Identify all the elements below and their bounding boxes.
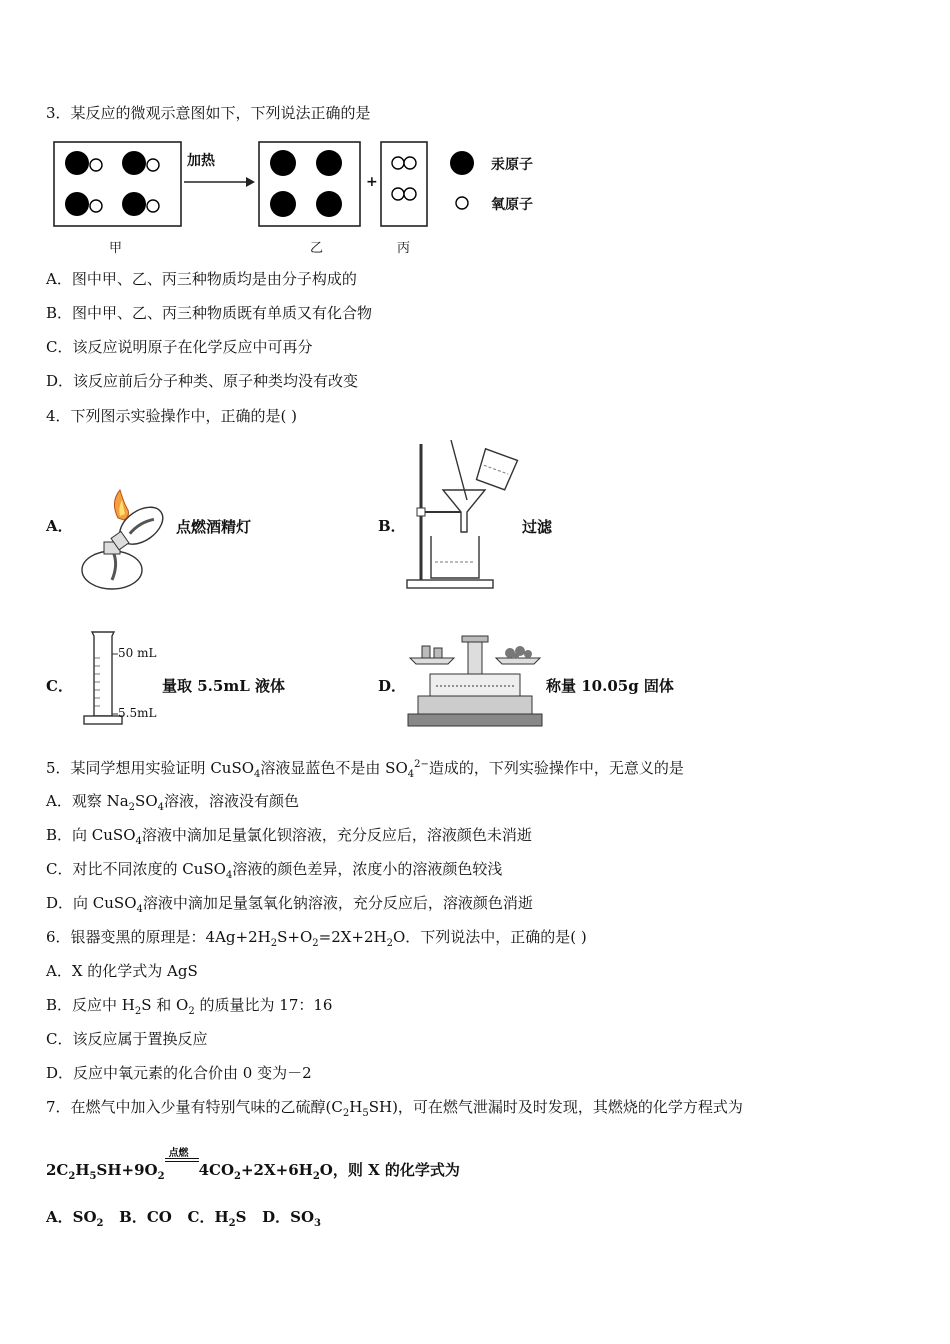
q7-stem: 7．在燃气中加入少量有特别气味的乙硫醇$(C_2H_5SH)$，可在燃气泄漏时及时发现，其燃烧的化学方程式为 [46,1098,743,1119]
q4-c-letter: C． [46,677,73,695]
plus-sign: + [366,174,378,190]
q3-option-b: B．图中甲、乙、丙三种物质既有单质又有化合物 [46,304,373,322]
q4-a-caption: 点燃酒精灯 [176,518,252,536]
q4-d-letter: D． [378,677,407,695]
q6-option-d: D．反应中氧元素的化合价由 0 变为－2 [46,1064,312,1082]
q7-options: A．$SO_2$ B．CO C．$H_2S$ D．$SO_3$ [46,1208,321,1229]
q6-option-a: A．X 的化学式为 AgS [46,962,198,980]
q3-stem: 3．某反应的微观示意图如下，下列说法正确的是 [46,104,371,122]
hgo-molecule [65,151,159,216]
q4-b-letter: B． [378,517,406,535]
q5-option-a: A．观察 $Na_2SO_4$溶液，溶液没有颜色 [46,792,300,813]
cylinder-mark-top: 50 mL [118,646,157,660]
q5-option-c: C．对比不同浓度的 CuSO$_4$溶液的颜色差异，浓度小的溶液颜色较浅 [46,860,503,881]
q4-c-caption: 量取 5.5mL 液体 [162,677,285,695]
q6-stem: 6．银器变黑的原理是：$4Ag+2H_2S+O_2=2X+2H_2O$．下列说法中，正确的是( ) [46,928,587,949]
legend-hg-icon [450,151,474,175]
q3-option-c: C．该反应说明原子在化学反应中可再分 [46,338,313,356]
alcohol-lamp-illustration [80,488,175,596]
q3-option-d: D．该反应前后分子种类、原子种类均没有改变 [46,372,359,390]
label-jia: 甲 [109,241,123,256]
label-yi: 乙 [310,241,324,256]
filtration-illustration [405,440,525,590]
q6-option-b: B．反应中 $H_2S$ 和 $O_2$ 的质量比为 17：16 [46,996,333,1017]
q3-option-a: A．图中甲、乙、丙三种物质均是由分子构成的 [46,270,357,288]
q4-stem: 4．下列图示实验操作中，正确的是( ) [46,407,298,425]
q5-option-b: B．向 CuSO$_4$溶液中滴加足量氯化钡溶液，充分反应后，溶液颜色未消逝 [46,826,532,847]
balance-illustration [406,634,546,728]
label-bing: 丙 [397,241,411,256]
q5-option-d: D．向 CuSO$_4$溶液中滴加足量氢氧化钠溶液，充分反应后，溶液颜色消逝 [46,894,533,915]
box-bing [381,142,427,226]
legend-o-icon [456,197,468,209]
q6-option-c: C．该反应属于置换反应 [46,1030,208,1048]
q4-b-caption: 过滤 [522,518,553,536]
q5-stem: 5．某同学想用实验证明 CuSO$_4$溶液显蓝色不是由 $SO_4^{2-}$造成的，下列实验操作中，无意义的是 [46,759,684,780]
q7-equation: $2C_2H_5SH+9O_2$ 点燃 $4CO_2+2X+6H_2O$，则 X 的化学式为 [46,1160,460,1180]
q4-a-letter: A． [46,517,73,535]
reaction-condition: 点燃 [168,1148,189,1159]
cylinder-mark-bottom: 5.5mL [118,706,157,720]
q4-d-caption: 称量 10.05g 固体 [546,677,674,695]
legend-hg-label: 汞原子 [491,157,533,173]
arrow-label: 加热 [187,153,215,169]
legend-o-label: 氧原子 [491,197,533,213]
